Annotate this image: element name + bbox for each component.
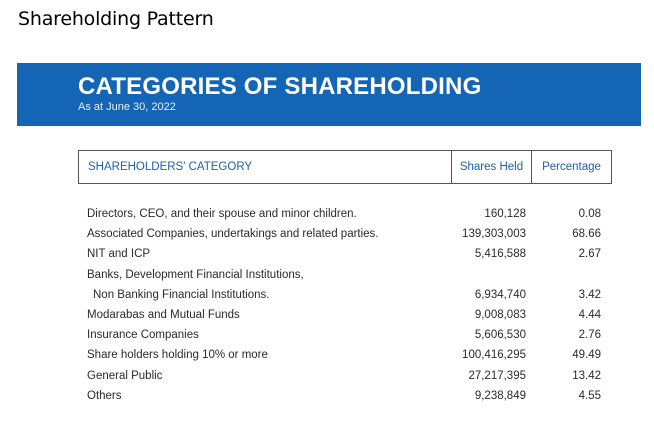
row-category: Directors, CEO, and their spouse and minor children. xyxy=(87,208,357,221)
table-row xyxy=(78,345,612,365)
table-row xyxy=(78,386,612,406)
header-percentage: Percentage xyxy=(542,161,601,173)
row-shares: 5,416,588 xyxy=(474,248,526,261)
shareholding-table-body xyxy=(78,204,612,406)
table-header xyxy=(78,150,612,184)
row-percentage: 2.67 xyxy=(578,248,601,261)
table-row xyxy=(78,325,612,345)
section-banner xyxy=(17,63,641,126)
row-percentage: 13.42 xyxy=(572,369,601,382)
row-percentage: 49.49 xyxy=(572,349,601,362)
table-row xyxy=(78,305,612,325)
table-row xyxy=(78,224,612,244)
table-row xyxy=(78,366,612,386)
row-category: NIT and ICP xyxy=(87,248,151,261)
row-percentage: 2.76 xyxy=(578,329,601,342)
row-shares: 160,128 xyxy=(484,208,526,221)
row-category: Insurance Companies xyxy=(87,329,199,342)
header-shares-held: Shares Held xyxy=(452,151,532,183)
row-percentage: 4.55 xyxy=(578,389,601,402)
row-shares: 100,416,295 xyxy=(462,349,526,362)
header-category: SHAREHOLDERS' CATEGORY xyxy=(79,151,452,183)
table-row xyxy=(78,265,612,285)
row-category: Associated Companies, undertakings and related parties. xyxy=(87,228,379,241)
row-percentage: 4.44 xyxy=(578,309,601,322)
row-category: Modarabas and Mutual Funds xyxy=(87,309,240,322)
row-category: Others xyxy=(87,389,122,402)
row-category: Non Banking Financial Institutions. xyxy=(93,288,270,301)
row-percentage: 3.42 xyxy=(578,288,601,301)
row-shares: 27,217,395 xyxy=(468,369,526,382)
row-category: Share holders holding 10% or more xyxy=(87,349,268,362)
page-title: Shareholding Pattern xyxy=(18,8,214,30)
row-percentage: 68.66 xyxy=(572,228,601,241)
row-shares: 5,606,530 xyxy=(474,329,526,342)
row-shares: 9,238,849 xyxy=(474,389,526,402)
row-category: Banks, Development Financial Institutions, xyxy=(87,268,304,281)
row-category: General Public xyxy=(87,369,163,382)
table-row xyxy=(78,204,612,224)
banner-subtitle: As at June 30, 2022 xyxy=(78,101,176,113)
banner-title: CATEGORIES OF SHAREHOLDING xyxy=(78,73,482,100)
row-shares: 9,008,083 xyxy=(474,309,526,322)
table-row xyxy=(78,244,612,264)
row-shares: 6,934,740 xyxy=(474,288,526,301)
table-row xyxy=(78,285,612,305)
row-percentage: 0.08 xyxy=(578,208,601,221)
row-shares: 139,303,003 xyxy=(462,228,526,241)
